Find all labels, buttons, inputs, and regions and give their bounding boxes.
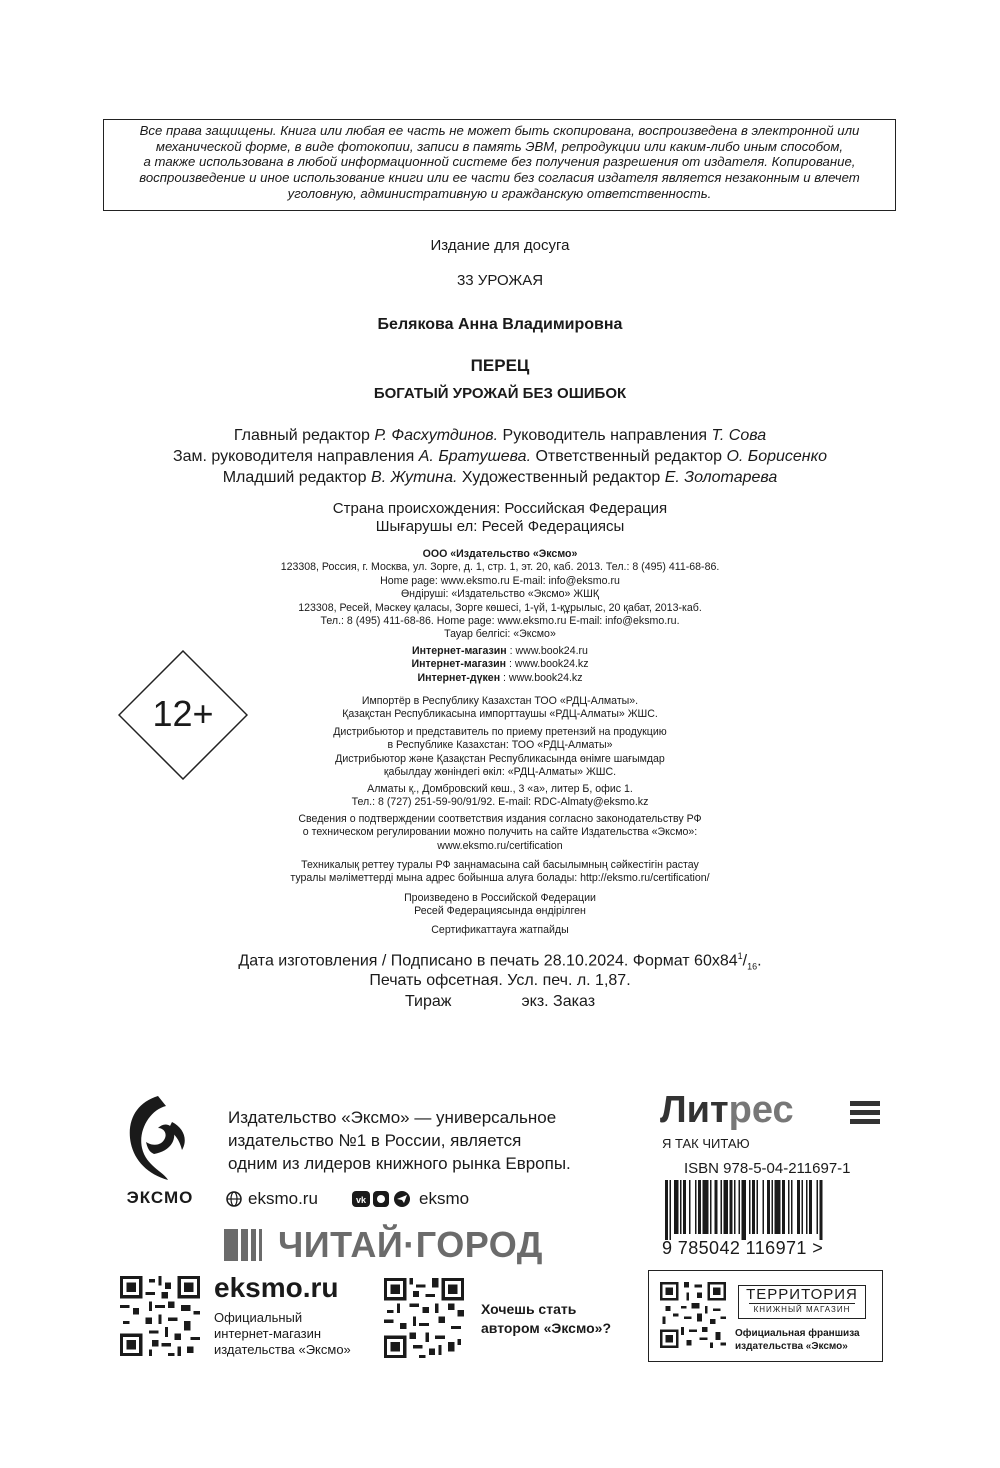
role: Руководитель направления bbox=[498, 427, 712, 444]
barcode-bar bbox=[797, 1180, 800, 1234]
eksmo-site-link[interactable]: eksmo.ru bbox=[248, 1189, 318, 1208]
publisher-kz-name: Өндіруші: «Издательство «Эксмо» ЖШҚ bbox=[400, 588, 600, 601]
origin-kz: Шығарушы ел: Ресей Федерациясы bbox=[375, 518, 625, 535]
cert-line: о техническом регулировании можно получить на сайте Издательства «Эксмо»: bbox=[302, 826, 698, 839]
almaty-line: Тел.: 8 (727) 251-59-90/91/92. E-mail: RDC-Almaty@eksmo.kz bbox=[351, 796, 649, 809]
publisher-address: 123308, Россия, г. Москва, ул. Зорге, д. 1, стр. 1, эт. 20, каб. 2013. Тел.: 8 (495) 411-68-86. bbox=[280, 561, 720, 574]
barcode-icon bbox=[663, 1180, 868, 1240]
role: Ответственный редактор bbox=[531, 448, 727, 465]
publisher-name: ООО «Издательство «Эксмо» bbox=[422, 548, 578, 560]
author-name: Белякова Анна Владимировна bbox=[377, 316, 623, 333]
about-line: издательство №1 в России, является bbox=[228, 1131, 522, 1150]
rights-line: Все права защищены. Книга или любая ее часть не может быть скопирована, воспроизведена в электронной или bbox=[139, 123, 860, 138]
cert-line: Сведения о подтверждении соответствия издания согласно законодательству РФ bbox=[298, 813, 702, 825]
barcode-bar bbox=[820, 1180, 823, 1240]
person: В. Жутина. bbox=[371, 469, 458, 486]
person: Р. Фасхутдинов. bbox=[374, 427, 499, 444]
territory-sub: КНИЖНЫЙ МАГАЗИН bbox=[749, 1303, 855, 1316]
importer-line: Қазақстан Республикасына импорттаушы «РДЦ-Алматы» ЖШС. bbox=[342, 708, 658, 721]
rights-line: а также использована в любой информационной системе без получения разрешения от издателя. Копирование, bbox=[143, 154, 856, 170]
barcode-bar bbox=[680, 1180, 682, 1234]
franchise-line: Официальная франшиза bbox=[735, 1328, 860, 1339]
isbn: ISBN 978-5-04-211697-1 bbox=[684, 1160, 851, 1177]
person: Т. Сова bbox=[711, 427, 767, 444]
litres-logo bbox=[660, 1089, 794, 1132]
distributor-line: Дистрибьютор және Қазақстан Республикасында өнімге шағымдар bbox=[335, 752, 665, 765]
shop-label: Интернет-магазин bbox=[411, 658, 507, 671]
book-subtitle: БОГАТЫЙ УРОЖАЙ БЕЗ ОШИБОК bbox=[373, 385, 627, 402]
editors-line-1 bbox=[0, 427, 1000, 445]
eksmo-social[interactable]: eksmo bbox=[419, 1189, 470, 1208]
publisher-info bbox=[170, 548, 830, 642]
author-question-line: автором «Эксмо»? bbox=[481, 1320, 612, 1336]
barcode-bar bbox=[703, 1180, 709, 1234]
role: Зам. руководителя направления bbox=[172, 448, 419, 465]
barcode-bar bbox=[775, 1180, 781, 1234]
barcode-bar bbox=[734, 1180, 736, 1234]
barcode-bar bbox=[710, 1180, 712, 1234]
territory-franchise bbox=[735, 1327, 860, 1353]
age-rating: 12+ bbox=[152, 693, 214, 734]
author-qr-icon[interactable] bbox=[384, 1278, 464, 1358]
barcode-bar bbox=[689, 1180, 691, 1234]
litres-logo-part: Лит bbox=[660, 1089, 729, 1131]
barcode-bar bbox=[695, 1180, 697, 1234]
barcode-bar bbox=[763, 1180, 765, 1234]
rights-line: уголовную, административную и гражданскую ответственность. bbox=[287, 185, 712, 201]
print-run bbox=[0, 993, 1000, 1011]
cert-kz-line: туралы мәліметтерді мына адрес бойынша алуға болады: http://eksmo.ru/certification/ bbox=[290, 872, 710, 885]
barcode-bar bbox=[809, 1180, 812, 1234]
barcode-bar bbox=[683, 1180, 686, 1234]
editors-line-2 bbox=[0, 448, 1000, 466]
barcode-bar bbox=[698, 1180, 701, 1234]
certification-kz bbox=[170, 859, 830, 886]
almaty-line: Алматы қ., Домбровский көш., 3 «а», литер Б, офис 1. bbox=[367, 783, 633, 795]
distributor bbox=[170, 726, 830, 780]
print-run-label: Тираж bbox=[404, 993, 452, 1010]
distributor-line: в Республике Казахстан: ТОО «РДЦ-Алматы» bbox=[387, 739, 613, 752]
print-type: Печать офсетная. Усл. печ. л. 1,87. bbox=[369, 972, 631, 989]
role: Младший редактор bbox=[222, 469, 372, 486]
shop-desc-line: интернет-магазин bbox=[214, 1326, 322, 1341]
person: О. Борисенко bbox=[726, 448, 828, 465]
role: Художественный редактор bbox=[457, 469, 665, 486]
barcode-bar bbox=[802, 1180, 804, 1234]
rights-notice bbox=[103, 119, 896, 211]
barcode-bar bbox=[772, 1180, 774, 1234]
about-line: Издательство «Эксмо» — универсальное bbox=[228, 1108, 557, 1127]
no-cert: Сертификаттауға жатпайды bbox=[431, 924, 569, 936]
almaty-address bbox=[170, 783, 830, 810]
eksmo-site-big[interactable]: eksmo.ru bbox=[214, 1272, 339, 1303]
origin-ru: Страна происхождения: Российская Федерация bbox=[332, 500, 668, 517]
author-question-line: Хочешь стать bbox=[481, 1301, 577, 1317]
print-date-format: Дата изготовления / Подписано в печать 28.10.2024. Формат $60x84^1/_{16}$. bbox=[238, 951, 762, 972]
svg-text:vk: vk bbox=[355, 1195, 367, 1205]
shop-label: Интернет-дүкен bbox=[417, 671, 501, 684]
shops bbox=[170, 645, 830, 685]
chitai-gorod-logo: ЧИТАЙ·ГОРОД bbox=[278, 1224, 543, 1265]
eksmo-shop-qr-icon[interactable] bbox=[120, 1276, 200, 1356]
distributor-line: қабылдау жөніндегі өкіл: «РДЦ-Алматы» ЖШС. bbox=[383, 766, 617, 779]
shop-label: Интернет-магазин bbox=[412, 645, 507, 657]
barcode-digits: 9 785042 116971 > bbox=[662, 1238, 824, 1258]
distributor-line: Дистрибьютор и представитель по приему претензий на продукцию bbox=[333, 726, 667, 738]
barcode-bar bbox=[782, 1180, 785, 1234]
certification-ru bbox=[170, 813, 830, 853]
litres-bars-icon bbox=[850, 1101, 880, 1125]
barcode-bar bbox=[739, 1180, 741, 1234]
person: А. Братушева. bbox=[418, 448, 532, 465]
order-label: экз. Заказ bbox=[521, 993, 596, 1010]
eksmo-logo-text: ЭКСМО bbox=[126, 1188, 194, 1207]
publisher-web: Home page: www.eksmo.ru E-mail: info@eksmo.ru bbox=[380, 574, 620, 587]
territory-logo bbox=[738, 1285, 866, 1319]
print-line-1: Дата изготовления / Подписано в печать 28.10.2024. Формат 60x84 bbox=[238, 952, 738, 970]
barcode-bar bbox=[791, 1180, 793, 1234]
globe-icon bbox=[226, 1191, 242, 1207]
litres-tagline: Я ТАК ЧИТАЮ bbox=[662, 1136, 750, 1151]
shop-url: : www.book24.kz bbox=[506, 658, 589, 671]
barcode-bar bbox=[767, 1180, 770, 1234]
barcode-bar bbox=[817, 1180, 819, 1234]
barcode-bar bbox=[742, 1180, 747, 1240]
publisher-kz-contacts: Тел.: 8 (495) 411-68-86. Home page: www.eksmo.ru E-mail: info@eksmo.ru. bbox=[320, 615, 680, 628]
cert-line: www.eksmo.ru/certification bbox=[437, 839, 563, 852]
person: Е. Золотарева bbox=[664, 469, 778, 486]
importer bbox=[170, 695, 830, 722]
format-fraction-den: 16 bbox=[747, 961, 758, 972]
eksmo-logo-icon bbox=[124, 1094, 192, 1184]
barcode-bar bbox=[730, 1180, 733, 1234]
made-in bbox=[170, 892, 830, 919]
role: Главный редактор bbox=[233, 427, 375, 444]
eksmo-about bbox=[228, 1106, 571, 1175]
format-fraction-num: 1 bbox=[737, 951, 743, 961]
shop-desc-line: издательства «Эксмо» bbox=[214, 1342, 351, 1357]
barcode-bar bbox=[674, 1180, 679, 1234]
barcode-bar bbox=[715, 1180, 718, 1234]
made-in-line: Ресей Федерациясында өндірілген bbox=[414, 905, 586, 918]
territory-name: ТЕРРИТОРИЯ bbox=[746, 1286, 858, 1303]
cert-kz-line: Техникалық реттеу туралы РФ заңнамасына сай басылымның сәйкестігін растау bbox=[301, 859, 699, 871]
barcode-bar bbox=[749, 1180, 751, 1234]
shop-line bbox=[170, 672, 830, 685]
importer-line: Импортёр в Республику Казахстан ТОО «РДЦ-Алматы». bbox=[361, 695, 639, 707]
about-line: одним из лидеров книжного рынка Европы. bbox=[228, 1154, 571, 1173]
shop-desc-line: Официальный bbox=[214, 1310, 303, 1325]
barcode-bar bbox=[757, 1180, 759, 1234]
barcode-bar bbox=[665, 1180, 668, 1240]
publisher-trademark: Тауар белгісі: «Эксмо» bbox=[444, 628, 556, 641]
edition-type: Издание для досуга bbox=[430, 237, 570, 254]
social-icons bbox=[352, 1191, 412, 1207]
author-question[interactable] bbox=[481, 1300, 611, 1338]
shop-url: : www.book24.ru bbox=[506, 645, 588, 657]
publisher-kz-address: 123308, Ресей, Мәскеу қаласы, Зорге көшесі, 1-үй, 1-құрылыс, 20 қабат, 2013-каб. bbox=[298, 601, 702, 614]
chitai-gorod-logo-icon bbox=[224, 1229, 276, 1261]
rights-line: воспроизведение и иное использование книги или ее части без согласия издателя является незаконным и влечет bbox=[139, 170, 860, 186]
rights-line: механической форме, в виде фотокопии, записи в память ЭВМ, репродукции или каким-либо иным способом, bbox=[155, 138, 844, 154]
territory-qr-icon[interactable] bbox=[660, 1282, 726, 1348]
book-title: ПЕРЕЦ bbox=[470, 356, 530, 375]
barcode-bar bbox=[724, 1180, 729, 1234]
shop-line bbox=[170, 658, 830, 671]
shop-line bbox=[170, 645, 830, 658]
barcode-bar bbox=[721, 1180, 723, 1234]
barcode-bar bbox=[788, 1180, 790, 1234]
editors-line-3 bbox=[0, 469, 1000, 487]
barcode-bar bbox=[806, 1180, 808, 1234]
franchise-line: издательства «Эксмо» bbox=[735, 1341, 848, 1352]
eksmo-shop-desc bbox=[214, 1310, 351, 1358]
made-in-line: Произведено в Российской Федерации bbox=[404, 892, 596, 904]
shop-url: : www.book24.kz bbox=[500, 671, 583, 684]
litres-logo-part: рес bbox=[728, 1089, 794, 1131]
barcode-bar bbox=[670, 1180, 672, 1240]
series-name: 33 УРОЖАЯ bbox=[456, 272, 544, 289]
barcode-bar bbox=[752, 1180, 755, 1234]
